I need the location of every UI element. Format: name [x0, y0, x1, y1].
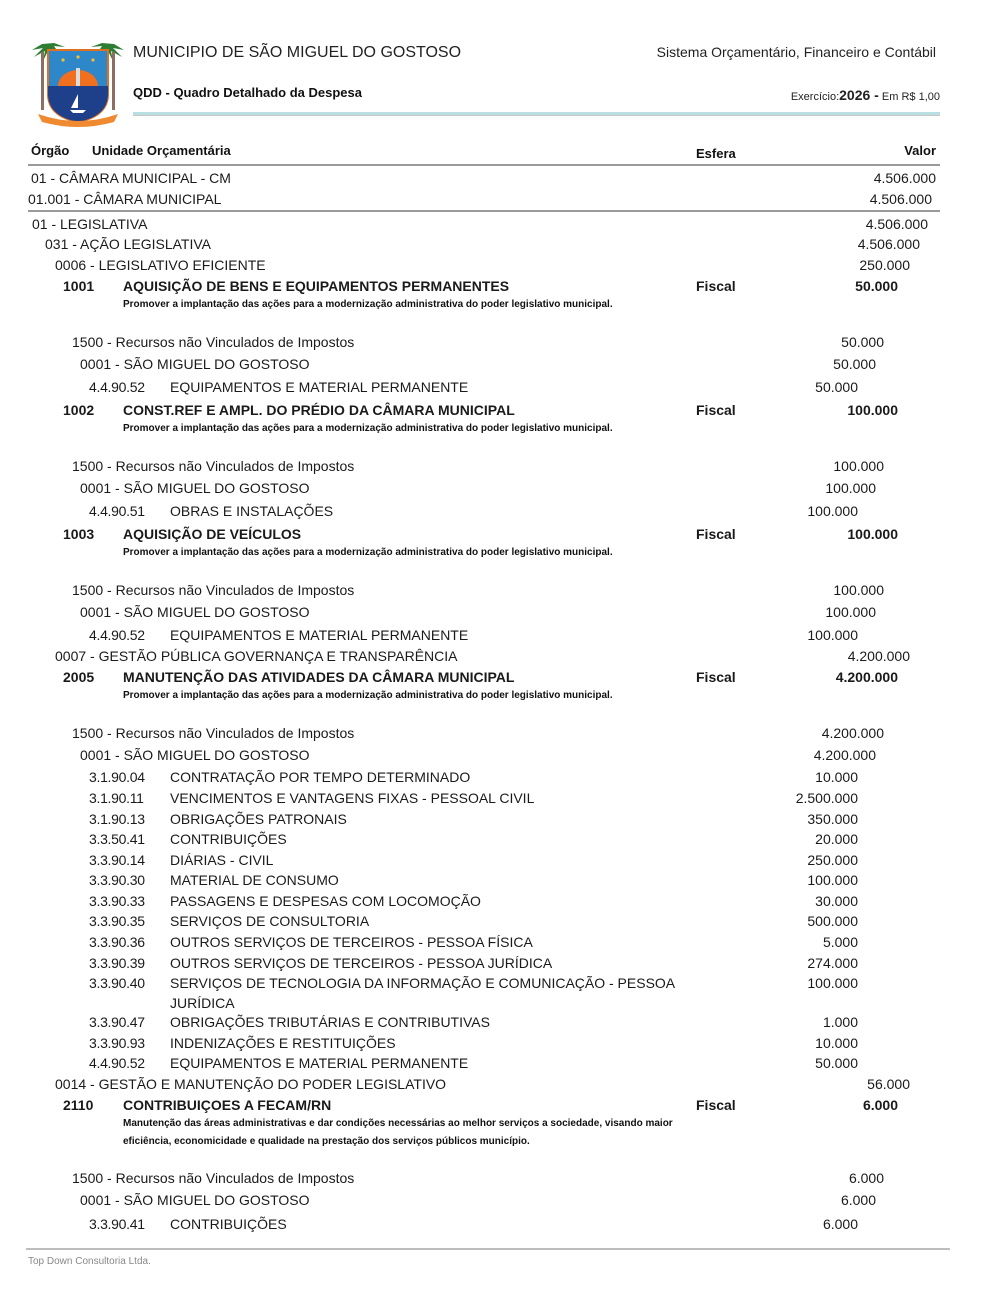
element-value: 50.000 — [815, 1055, 858, 1071]
fonte-value: 4.200.000 — [821, 725, 884, 741]
element-label: MATERIAL DE CONSUMO — [170, 872, 339, 888]
element-code: 4.4.90.51 — [89, 503, 145, 519]
local-row — [0, 356, 1000, 376]
element-label: EQUIPAMENTOS E MATERIAL PERMANENTE — [170, 1055, 469, 1071]
action-value: 4.200.000 — [835, 669, 898, 685]
element-label: CONTRIBUIÇÕES — [170, 1216, 287, 1232]
element-code: 3.1.90.04 — [89, 769, 145, 785]
orgao-row — [0, 170, 1000, 190]
action-value: 100.000 — [847, 526, 898, 542]
column-header-valor: Valor — [904, 143, 936, 158]
funcao-row — [0, 216, 1000, 236]
element-label: OBRIGAÇÕES TRIBUTÁRIAS E CONTRIBUTIVAS — [170, 1014, 490, 1030]
element-value: 100.000 — [807, 503, 858, 519]
element-value: 100.000 — [807, 872, 858, 888]
action-esfera: Fiscal — [696, 1097, 736, 1113]
fonte-row — [0, 334, 1000, 354]
element-code: 3.3.90.35 — [89, 913, 145, 929]
element-row — [0, 1055, 1000, 1075]
element-label: CONTRATAÇÃO POR TEMPO DETERMINADO — [170, 769, 471, 785]
system-name: Sistema Orçamentário, Financeiro e Contábil — [656, 44, 936, 60]
action-code: 1002 — [63, 402, 95, 418]
element-row — [0, 893, 1000, 913]
local-label: 0001 - SÃO MIGUEL DO GOSTOSO — [80, 604, 310, 620]
element-code: 4.4.90.52 — [89, 627, 145, 643]
fonte-value: 100.000 — [833, 582, 884, 598]
element-value: 2.500.000 — [795, 790, 858, 806]
element-label: OUTROS SERVIÇOS DE TERCEIROS - PESSOA JURÍDICA — [170, 955, 553, 971]
fonte-label: 1500 - Recursos não Vinculados de Impostos — [72, 458, 355, 474]
element-row — [0, 627, 1000, 647]
footer-rule — [26, 1248, 950, 1250]
local-value: 50.000 — [833, 356, 876, 372]
element-row — [0, 769, 1000, 789]
action-code: 1003 — [63, 526, 95, 542]
orgao-value: 4.506.000 — [873, 170, 936, 186]
action-row — [0, 402, 1000, 422]
program-value: 250.000 — [859, 257, 910, 273]
element-label: OBRAS E INSTALAÇÕES — [170, 503, 334, 519]
element-code: 4.4.90.52 — [89, 1055, 145, 1071]
column-header-unidade: Unidade Orçamentária — [92, 143, 231, 158]
element-value: 10.000 — [815, 769, 858, 785]
subfuncao-label: 031 - AÇÃO LEGISLATIVA — [45, 236, 211, 252]
unidade-value: 4.506.000 — [869, 191, 932, 207]
element-value: 10.000 — [815, 1035, 858, 1051]
action-description: Promover a implantação das ações para a modernização administrativa do poder legislativo municipal. — [123, 547, 613, 558]
element-code: 3.3.90.36 — [89, 934, 145, 950]
fonte-row — [0, 458, 1000, 478]
element-row — [0, 790, 1000, 810]
action-title: CONTRIBUIÇOES A FECAM/RN — [123, 1097, 332, 1113]
action-description: Promover a implantação das ações para a modernização administrativa do poder legislativo municipal. — [123, 423, 613, 434]
program-row — [0, 1076, 1000, 1096]
action-row — [0, 278, 1000, 298]
subfuncao-value: 4.506.000 — [857, 236, 920, 252]
element-label: EQUIPAMENTOS E MATERIAL PERMANENTE — [170, 379, 469, 395]
fonte-label: 1500 - Recursos não Vinculados de Impostos — [72, 725, 355, 741]
fonte-value: 100.000 — [833, 458, 884, 474]
element-value: 6.000 — [822, 1216, 858, 1232]
fonte-label: 1500 - Recursos não Vinculados de Impostos — [72, 334, 355, 350]
element-code: 3.3.90.40 — [89, 975, 145, 991]
element-label: SERVIÇOS DE CONSULTORIA — [170, 913, 370, 929]
municipality-title: MUNICIPIO DE SÃO MIGUEL DO GOSTOSO — [133, 44, 462, 61]
element-label: PASSAGENS E DESPESAS COM LOCOMOÇÃO — [170, 893, 481, 909]
action-row — [0, 526, 1000, 546]
program-row — [0, 648, 1000, 668]
element-code: 3.1.90.11 — [89, 790, 144, 806]
local-row — [0, 747, 1000, 767]
element-code: 4.4.90.52 — [89, 379, 145, 395]
element-code: 3.3.90.30 — [89, 872, 145, 888]
element-row — [0, 1216, 1000, 1236]
fonte-label: 1500 - Recursos não Vinculados de Impostos — [72, 582, 355, 598]
element-code: 3.3.90.93 — [89, 1035, 145, 1051]
local-label: 0001 - SÃO MIGUEL DO GOSTOSO — [80, 356, 310, 372]
element-row — [0, 852, 1000, 872]
currency-note: Em R$ 1,00 — [878, 91, 940, 103]
exercise-year: 2026 — [839, 87, 871, 103]
action-row — [0, 1097, 1000, 1117]
local-label: 0001 - SÃO MIGUEL DO GOSTOSO — [80, 480, 310, 496]
action-title: MANUTENÇÃO DAS ATIVIDADES DA CÂMARA MUNICIPAL — [123, 669, 515, 685]
local-row — [0, 1192, 1000, 1212]
local-value: 100.000 — [825, 480, 876, 496]
local-label: 0001 - SÃO MIGUEL DO GOSTOSO — [80, 747, 310, 763]
column-header-esfera: Esfera — [696, 146, 736, 161]
element-value: 100.000 — [807, 975, 858, 991]
subfuncao-row — [0, 236, 1000, 256]
element-value: 50.000 — [815, 379, 858, 395]
element-row — [0, 1014, 1000, 1034]
unidade-rule — [28, 210, 940, 212]
unidade-row — [0, 191, 1000, 211]
element-label: VENCIMENTOS E VANTAGENS FIXAS - PESSOAL CIVIL — [170, 790, 535, 806]
action-description: Manutenção das áreas administrativas e dar condições necessárias ao melhor serviços a sociedade, visando maior eficiência, economicidade e qualidade na prestação dos serviços públicos município. — [123, 1118, 673, 1147]
action-esfera: Fiscal — [696, 278, 736, 294]
element-row — [0, 872, 1000, 892]
report-title: QDD - Quadro Detalhado da Despesa — [133, 85, 362, 100]
element-code: 3.3.90.47 — [89, 1014, 145, 1030]
action-value: 100.000 — [847, 402, 898, 418]
element-row — [0, 831, 1000, 851]
action-row — [0, 669, 1000, 689]
element-code: 3.3.50.41 — [89, 831, 145, 847]
element-label: EQUIPAMENTOS E MATERIAL PERMANENTE — [170, 627, 469, 643]
element-row — [0, 975, 1000, 995]
element-code: 3.3.90.14 — [89, 852, 145, 868]
element-value: 500.000 — [807, 913, 858, 929]
program-value: 56.000 — [867, 1076, 910, 1092]
program-row — [0, 257, 1000, 277]
program-label: 0007 - GESTÃO PÚBLICA GOVERNANÇA E TRANSPARÊNCIA — [55, 648, 458, 664]
element-code: 3.3.90.41 — [89, 1216, 145, 1232]
element-value: 350.000 — [807, 811, 858, 827]
element-row — [0, 955, 1000, 975]
element-code: 3.1.90.13 — [89, 811, 145, 827]
action-title: CONST.REF E AMPL. DO PRÉDIO DA CÂMARA MUNICIPAL — [123, 402, 515, 418]
element-label: DIÁRIAS - CIVIL — [170, 852, 274, 868]
exercise-info — [791, 87, 940, 103]
fonte-row — [0, 582, 1000, 602]
element-row — [0, 379, 1000, 399]
local-row — [0, 604, 1000, 624]
action-title: AQUISIÇÃO DE VEÍCULOS — [123, 526, 302, 542]
element-value: 274.000 — [807, 955, 858, 971]
local-label: 0001 - SÃO MIGUEL DO GOSTOSO — [80, 1192, 310, 1208]
local-row — [0, 480, 1000, 500]
action-value: 6.000 — [862, 1097, 898, 1113]
action-title: AQUISIÇÃO DE BENS E EQUIPAMENTOS PERMANENTES — [123, 278, 510, 294]
element-value: 100.000 — [807, 627, 858, 643]
action-code: 1001 — [63, 278, 95, 294]
element-row — [0, 811, 1000, 831]
element-value: 5.000 — [822, 934, 858, 950]
program-label: 0006 - LEGISLATIVO EFICIENTE — [55, 257, 266, 273]
program-value: 4.200.000 — [847, 648, 910, 664]
element-value: 30.000 — [815, 893, 858, 909]
element-label: SERVIÇOS DE TECNOLOGIA DA INFORMAÇÃO E COMUNICAÇÃO - PESSOA — [170, 975, 676, 991]
local-value: 100.000 — [825, 604, 876, 620]
element-row — [0, 503, 1000, 523]
currency-dash: - — [870, 87, 879, 103]
element-label: OBRIGAÇÕES PATRONAIS — [170, 811, 347, 827]
header-divider — [133, 112, 940, 116]
fonte-row — [0, 725, 1000, 745]
municipal-logo-icon — [28, 36, 128, 128]
action-code: 2110 — [63, 1097, 94, 1113]
action-value: 50.000 — [855, 278, 898, 294]
element-row — [0, 934, 1000, 954]
element-label: CONTRIBUIÇÕES — [170, 831, 287, 847]
footer-company: Top Down Consultoria Ltda. — [28, 1256, 151, 1267]
column-header-orgao: Órgão — [31, 143, 70, 158]
element-row — [0, 1035, 1000, 1055]
local-value: 6.000 — [840, 1192, 876, 1208]
header-rule — [28, 164, 940, 166]
funcao-label: 01 - LEGISLATIVA — [32, 216, 148, 232]
program-label: 0014 - GESTÃO E MANUTENÇÃO DO PODER LEGISLATIVO — [55, 1076, 447, 1092]
funcao-value: 4.506.000 — [865, 216, 928, 232]
element-code: 3.3.90.33 — [89, 893, 145, 909]
element-value: 20.000 — [815, 831, 858, 847]
action-description: Promover a implantação das ações para a modernização administrativa do poder legislativo municipal. — [123, 690, 613, 701]
fonte-value: 6.000 — [848, 1170, 884, 1186]
local-value: 4.200.000 — [813, 747, 876, 763]
fonte-label: 1500 - Recursos não Vinculados de Impostos — [72, 1170, 355, 1186]
element-label: OUTROS SERVIÇOS DE TERCEIROS - PESSOA FÍSICA — [170, 934, 533, 950]
element-value: 1.000 — [822, 1014, 858, 1030]
action-esfera: Fiscal — [696, 402, 736, 418]
action-esfera: Fiscal — [696, 669, 736, 685]
action-code: 2005 — [63, 669, 95, 685]
element-code: 3.3.90.39 — [89, 955, 145, 971]
element-row-continuation — [0, 995, 1000, 1015]
orgao-label: 01 - CÂMARA MUNICIPAL - CM — [31, 170, 231, 186]
element-label-continuation: JURÍDICA — [170, 995, 235, 1011]
fonte-value: 50.000 — [841, 334, 884, 350]
exercise-label: Exercício: — [790, 91, 840, 103]
action-esfera: Fiscal — [696, 526, 736, 542]
element-label: INDENIZAÇÕES E RESTITUIÇÕES — [170, 1035, 396, 1051]
element-row — [0, 913, 1000, 933]
unidade-label: 01.001 - CÂMARA MUNICIPAL — [28, 191, 222, 207]
fonte-row — [0, 1170, 1000, 1190]
element-value: 250.000 — [807, 852, 858, 868]
action-description: Promover a implantação das ações para a modernização administrativa do poder legislativo municipal. — [123, 299, 613, 310]
